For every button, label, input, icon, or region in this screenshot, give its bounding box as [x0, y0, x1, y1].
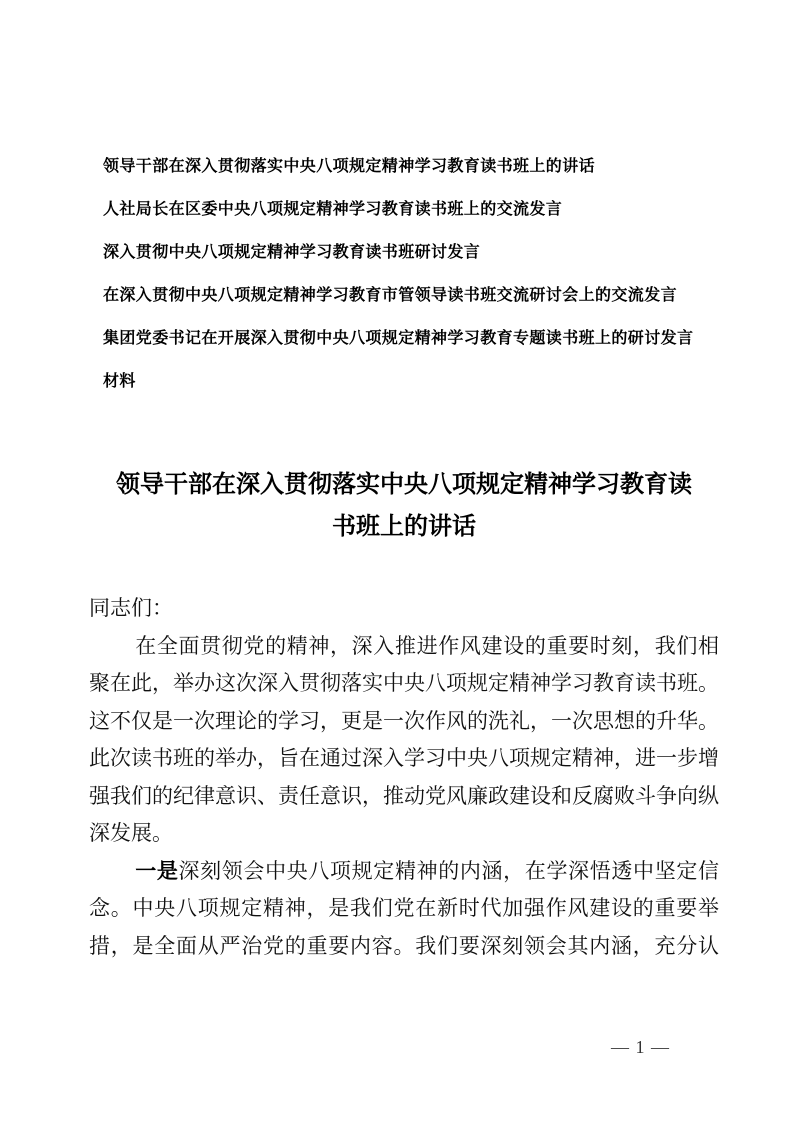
paragraph-text: 深刻领会中央八项规定精神的内涵，在学深悟透中坚定信念。中央八项规定精神，是我们党在新时代加强作风建设的重要举措，是全面从严治党的重要内容。我们要深刻领会其内涵，充分认 — [89, 858, 720, 958]
document-title: 领导干部在深入贯彻落实中央八项规定精神学习教育读书班上的讲话 — [116, 471, 692, 540]
paragraph — [89, 853, 719, 966]
document-body — [89, 590, 719, 965]
list-item: 领导干部在深入贯彻落实中央八项规定精神学习教育读书班上的讲话 — [103, 158, 596, 175]
paragraph-bold-lead: 一是 — [135, 859, 179, 883]
list-item: 人社局长在区委中央八项规定精神学习教育读书班上的交流发言 — [103, 201, 563, 218]
list-item: 集团党委书记在开展深入贯彻中央八项规定精神学习教育专题读书班上的研讨发言材料 — [103, 330, 694, 390]
related-documents-list — [103, 145, 703, 403]
page-number: — 1 — — [611, 1037, 670, 1057]
paragraph: 在全面贯彻党的精神，深入推进作风建设的重要时刻，我们相聚在此，举办这次深入贯彻落实中央八项规定精神学习教育读书班。这不仅是一次理论的学习，更是一次作风的洗礼，一次思想的升华。此次读书班的举办，旨在通过深入学习中央八项规定精神，进一步增强我们的纪律意识、责任意识，推动党风廉政建设和反腐败斗争向纵深发展。 — [89, 633, 719, 845]
salutation: 同志们： — [89, 596, 173, 620]
page-footer — [89, 1036, 718, 1058]
list-item: 在深入贯彻中央八项规定精神学习教育市管领导读书班交流研讨会上的交流发言 — [103, 287, 678, 304]
list-item: 深入贯彻中央八项规定精神学习教育读书班研讨发言 — [103, 244, 481, 261]
